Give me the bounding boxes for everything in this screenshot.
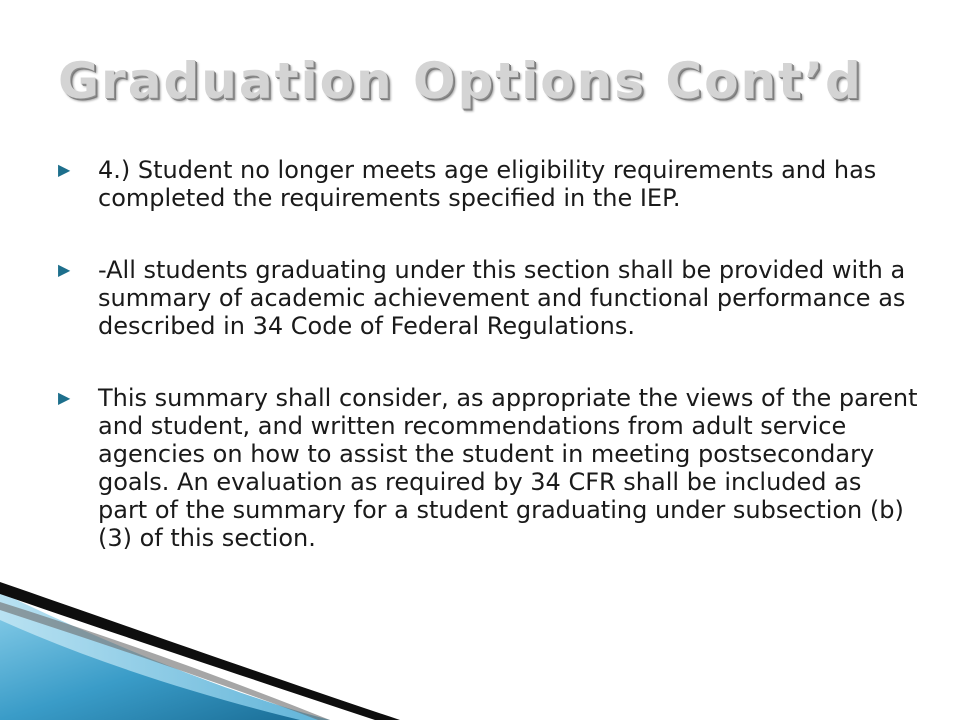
bullet-text: 4.) Student no longer meets age eligibility requirements and has completed the requirements specified in the IEP. — [98, 156, 877, 212]
triangle-right-icon: ▶ — [58, 160, 71, 179]
bullet-text: -All students graduating under this section shall be provided with a summary of academic achievement and functional performance as described in 34 Code of Federal Regulations. — [98, 256, 906, 340]
bullet-item — [58, 384, 918, 552]
bullet-text: This summary shall consider, as appropriate the views of the parent and student, and written recommendations from adult service agencies on how to assist the student in meeting postsecondary goals. An evaluation as required by 34 CFR shall be included as part of the summary for a student graduating under subsection (b)(3) of this section. — [98, 384, 918, 552]
wave-dark-streak — [0, 582, 400, 720]
wave-light — [0, 592, 330, 720]
triangle-right-icon: ▶ — [58, 388, 71, 407]
bullet-list — [58, 156, 918, 596]
slide-title: Graduation Options Cont’d — [58, 52, 863, 110]
decorative-wave-graphic — [0, 580, 960, 720]
wave-grey-streak — [0, 602, 330, 720]
triangle-right-icon: ▶ — [58, 260, 71, 279]
bullet-item — [58, 256, 918, 340]
wave-main — [0, 620, 300, 720]
bullet-item — [58, 156, 918, 212]
